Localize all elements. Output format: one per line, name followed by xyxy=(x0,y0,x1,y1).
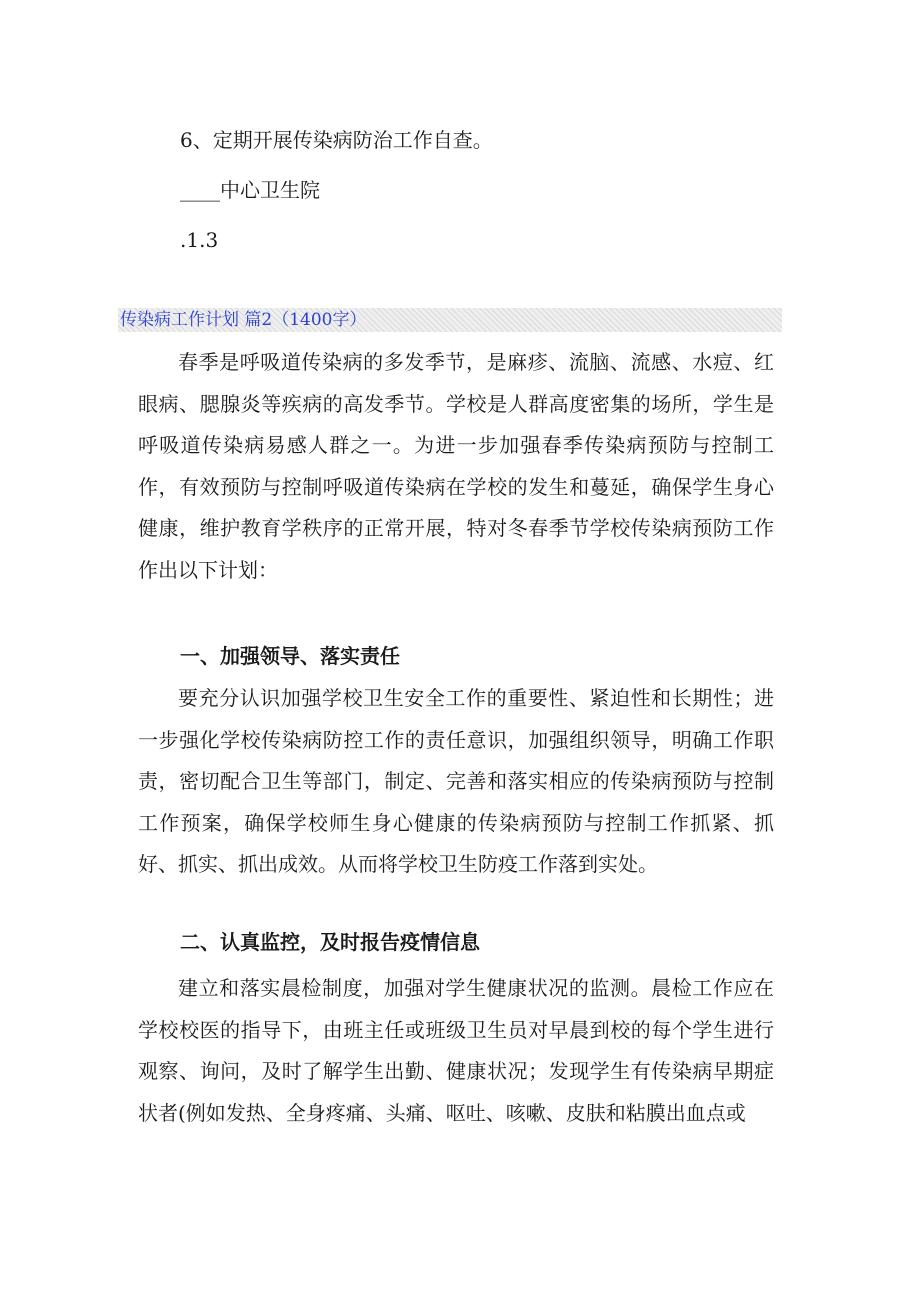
paragraph-intro: 春季是呼吸道传染病的多发季节，是麻疹、流脑、流感、水痘、红眼病、腮腺炎等疾病的高发季节。学校是人群高度密集的场所，学生是呼吸道传染病易感人群之一。为进一步加强春季传染病预防与控制工作，有效预防与控制呼吸道传染病在学校的发生和蔓延，确保学生身心健康，维护教育学秩序的正常开展，特对冬春季节学校传染病预防工作作出以下计划： xyxy=(138,350,774,582)
hospital-signature: ____中心卫生院 xyxy=(180,178,320,202)
document-date: .1.3 xyxy=(180,228,219,252)
paragraph-leadership: 要充分认识加强学校卫生安全工作的重要性、紧迫性和长期性；进一步强化学校传染病防控工作的责任意识，加强组织领导，明确工作职责，密切配合卫生等部门，制定、完善和落实相应的传染病预防与控制工作预案，确保学校师生身心健康的传染病预防与控制工作抓紧、抓好、抓实、抓出成效。从而将学校卫生防疫工作落到实处。 xyxy=(138,686,774,876)
intro-line-1: 6、定期开展传染病防治工作自查。 xyxy=(180,128,493,152)
section-title-monitoring: 二、认真监控，及时报告疫情信息 xyxy=(180,930,480,954)
article-heading-bar xyxy=(118,308,782,332)
paragraph-monitoring: 建立和落实晨检制度，加强对学生健康状况的监测。晨检工作应在学校校医的指导下，由班主任或班级卫生员对早晨到校的每个学生进行观察、询问，及时了解学生出勤、健康状况；发现学生有传染病早期症状者(例如发热、全身疼痛、头痛、呕吐、咳嗽、皮肤和粘膜出血点或 xyxy=(138,976,774,1125)
section-title-leadership: 一、加强领导、落实责任 xyxy=(180,644,400,668)
article-heading: 传染病工作计划 篇2（1400字） xyxy=(120,310,367,330)
